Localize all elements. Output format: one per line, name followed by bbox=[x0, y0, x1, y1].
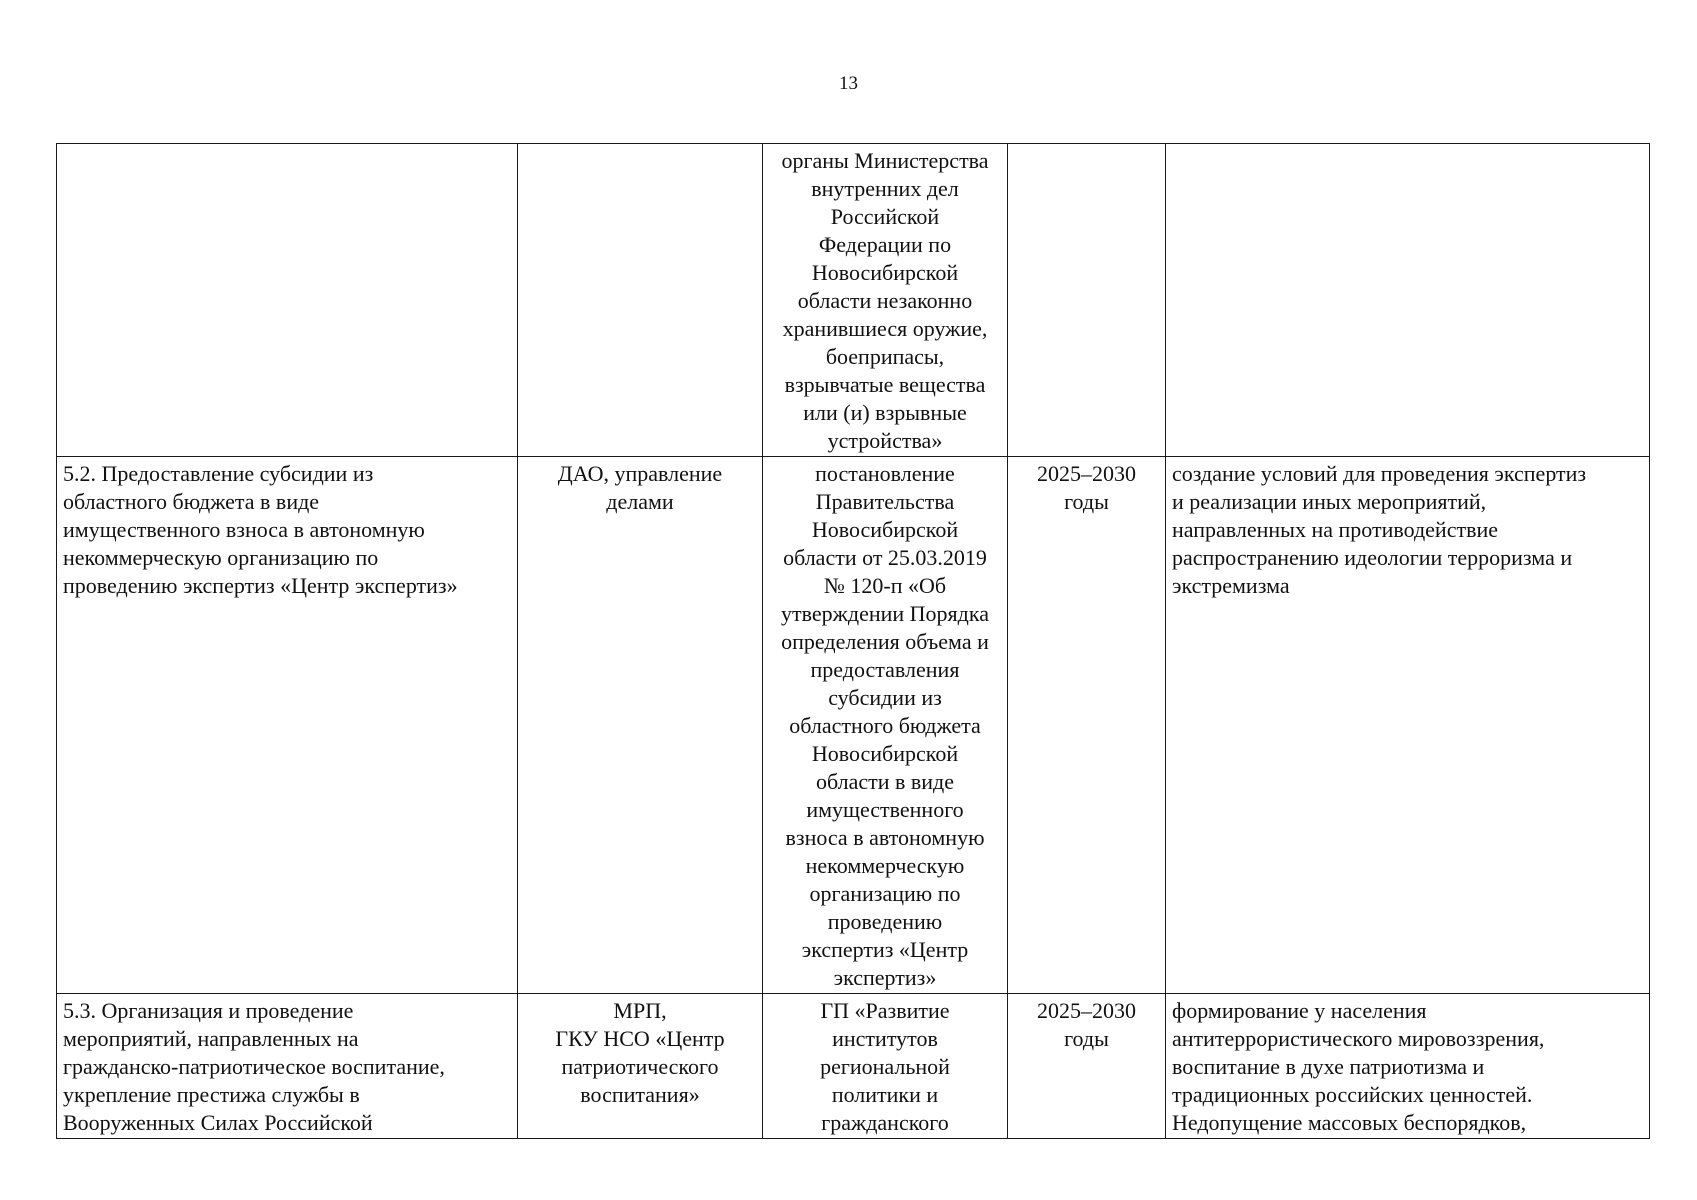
executor-cell bbox=[518, 144, 763, 457]
term-cell bbox=[1008, 144, 1166, 457]
table-row bbox=[57, 457, 1650, 994]
document-cell: ГП «Развитие институтов региональной политики и гражданского bbox=[763, 994, 1008, 1139]
measure-name-cell: 5.2. Предоставление субсидии из областного бюджета в виде имущественного взноса в автономную некоммерческую организацию по проведению экспертиз «Центр экспертиз» bbox=[57, 457, 518, 994]
table-row bbox=[57, 994, 1650, 1139]
result-cell: создание условий для проведения экспертиз и реализации иных мероприятий, направленных на противодействие распространению идеологии терроризма и экстремизма bbox=[1166, 457, 1650, 994]
table-row bbox=[57, 144, 1650, 457]
measures-table bbox=[56, 143, 1650, 1139]
executor-cell: ДАО, управление делами bbox=[518, 457, 763, 994]
term-cell: 2025–2030 годы bbox=[1008, 457, 1166, 994]
measure-name-cell: 5.3. Организация и проведение мероприятий, направленных на гражданско-патриотическое воспитание, укрепление престижа службы в Вооруженных Силах Российской bbox=[57, 994, 518, 1139]
document-cell: постановление Правительства Новосибирской области от 25.03.2019 № 120-п «Об утверждении Порядка определения объема и предоставления субсидии из областного бюджета Новосибирской области в виде имущественного взноса в автономную некоммерческую организацию по проведению экспертиз «Центр экспертиз» bbox=[763, 457, 1008, 994]
term-cell: 2025–2030 годы bbox=[1008, 994, 1166, 1139]
document-cell: органы Министерства внутренних дел Российской Федерации по Новосибирской области незаконно хранившиеся оружие, боеприпасы, взрывчатые вещества или (и) взрывные устройства» bbox=[763, 144, 1008, 457]
executor-cell: МРП, ГКУ НСО «Центр патриотического воспитания» bbox=[518, 994, 763, 1139]
result-cell: формирование у населения антитеррористического мировоззрения, воспитание в духе патриотизма и традиционных российских ценностей. Недопущение массовых беспорядков, bbox=[1166, 994, 1650, 1139]
page-number: 13 bbox=[839, 73, 858, 94]
result-cell bbox=[1166, 144, 1650, 457]
measure-name-cell bbox=[57, 144, 518, 457]
